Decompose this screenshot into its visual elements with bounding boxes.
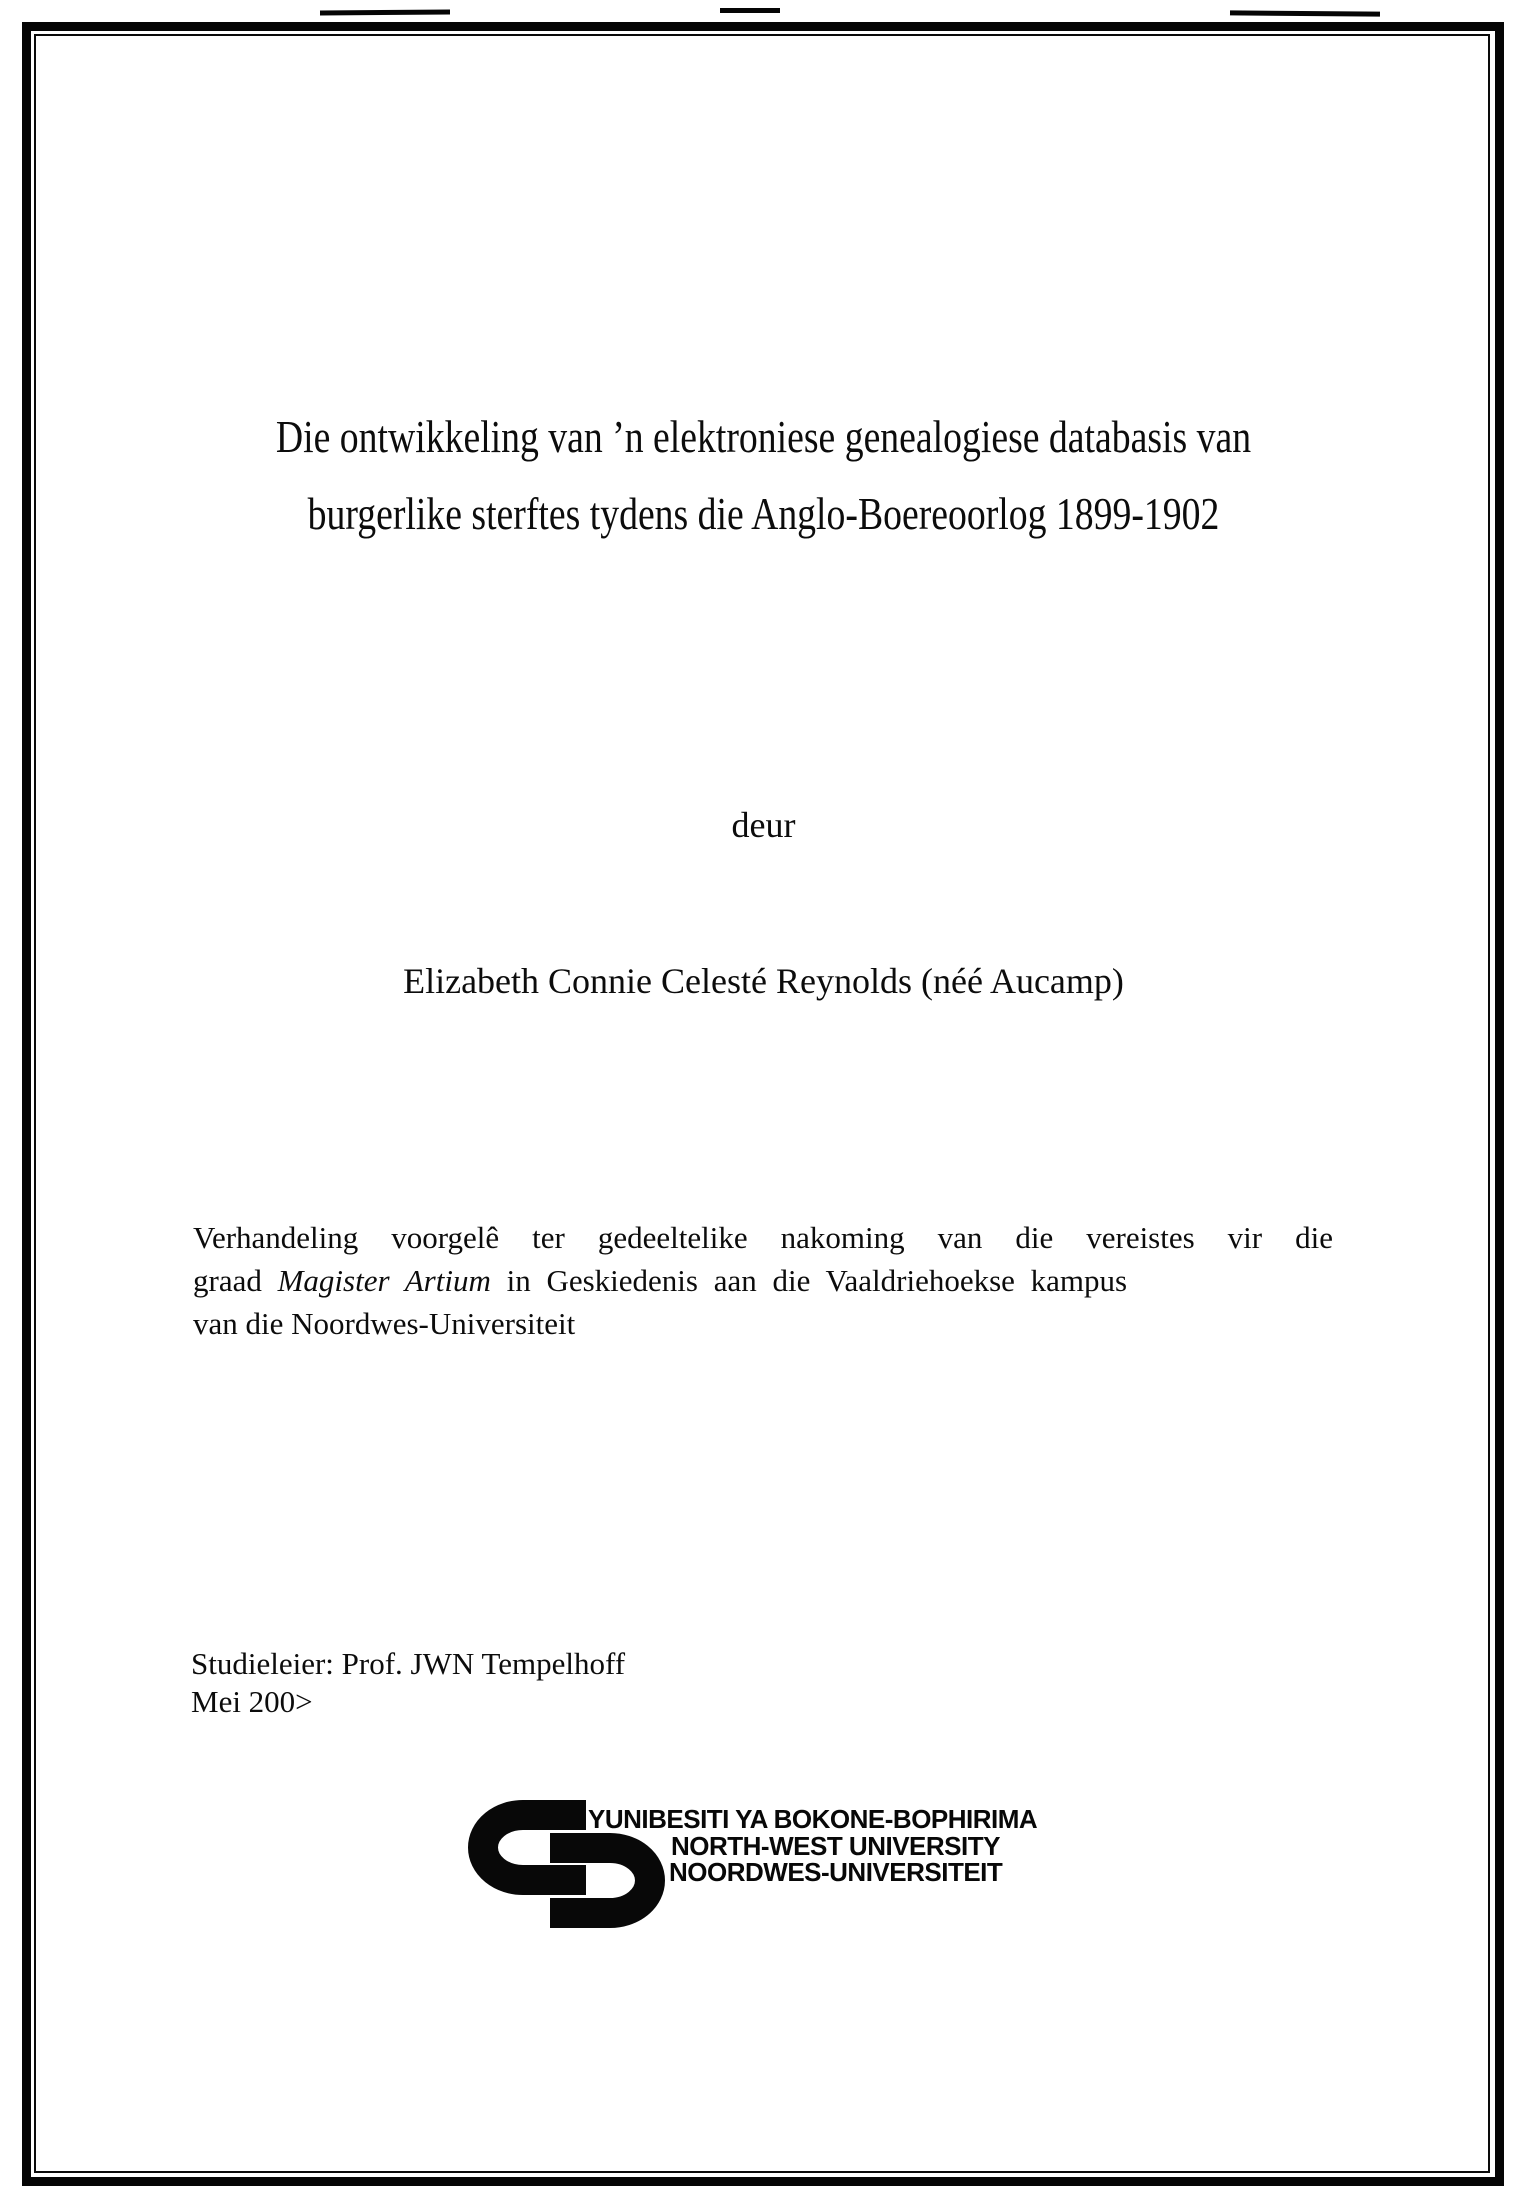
description-line2-suffix: in Geskiedenis aan die Vaaldriehoekse kampus bbox=[490, 1263, 1128, 1298]
logo-text-english: NORTH-WEST UNIVERSITY bbox=[671, 1831, 1000, 1861]
description-line1: Verhandeling voorgelê ter gedeeltelike nakoming van die vereistes vir die bbox=[193, 1220, 1333, 1255]
logo-text-afrikaans: NOORDWES-UNIVERSITEIT bbox=[669, 1857, 1003, 1887]
scan-artifact bbox=[320, 10, 450, 16]
supervisor-line: Studieleier: Prof. JWN Tempelhoff bbox=[191, 1646, 626, 1681]
byline-label: deur bbox=[731, 805, 796, 845]
author-name: Elizabeth Connie Celesté Reynolds (néé Aucamp) bbox=[403, 961, 1124, 1001]
thesis-title-line2: burgerlike sterftes tydens die Anglo-Boereoorlog 1899-1902 bbox=[307, 488, 1220, 539]
logo-text-setswana: YUNIBESITI YA BOKONE-BOPHIRIMA bbox=[588, 1804, 1038, 1834]
scan-artifact bbox=[720, 8, 780, 13]
thesis-title-line1: Die ontwikkeling van ’n elektroniese genealogiese databasis van bbox=[275, 411, 1252, 462]
description-line2-prefix: graad bbox=[193, 1263, 278, 1298]
date-line: Mei 200> bbox=[191, 1684, 313, 1719]
degree-name: Magister Artium bbox=[277, 1263, 491, 1298]
scan-artifact bbox=[1230, 10, 1380, 16]
description-line3: van die Noordwes-Universiteit bbox=[193, 1306, 576, 1341]
university-logo bbox=[468, 1800, 1128, 1930]
thesis-title bbox=[137, 398, 1389, 552]
description-line2 bbox=[193, 1259, 1333, 1302]
thesis-description bbox=[193, 1216, 1333, 1345]
